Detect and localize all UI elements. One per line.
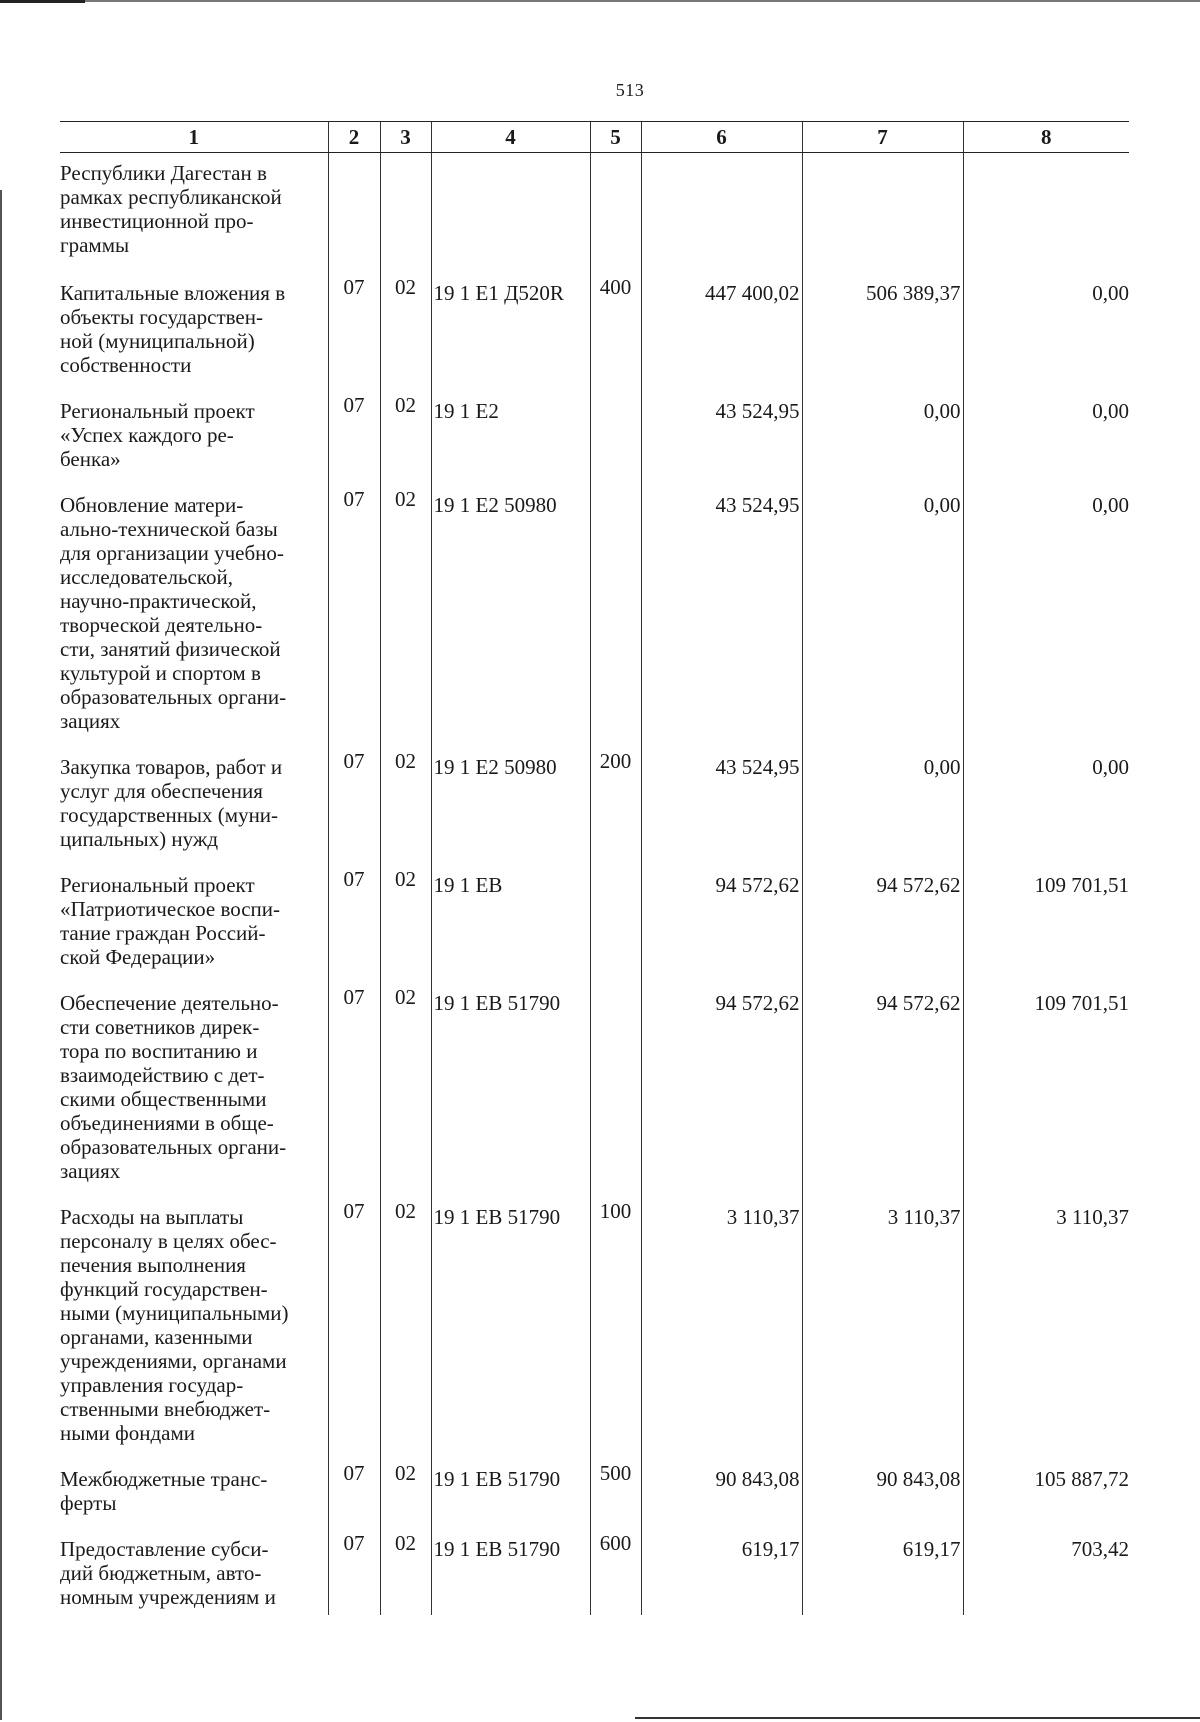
expense-type-code: 200 xyxy=(590,749,641,867)
column-header: 8 xyxy=(963,122,1129,153)
expense-type-code xyxy=(590,153,641,276)
amount-col-6 xyxy=(641,153,802,276)
row-name: Обновление матери- ально-технической базы для организации учебно- исследовательской, научно-практической, творческой деятельно- сти, занятий физической культурой и спортом в образовательных органи- зациях xyxy=(60,493,287,733)
row-name: Расходы на выплаты персоналу в целях обес- печения выполнения функций государствен- ными (муниципальными) органами, казенными учреждениями, органами управления государ- ственными внебюджет- ными фондами xyxy=(60,1205,289,1445)
column-header: 4 xyxy=(431,122,590,153)
target-item-code: 19 1 ЕВ 51790 xyxy=(431,1199,590,1461)
subsection-code: 02 xyxy=(380,985,431,1199)
amount-col-7: 0,00 xyxy=(802,749,963,867)
amount-col-6: 43 524,95 xyxy=(641,487,802,749)
column-header: 2 xyxy=(328,122,380,153)
table-row xyxy=(60,393,1129,487)
amount-col-7: 506 389,37 xyxy=(802,275,963,393)
amount-col-8 xyxy=(963,153,1129,276)
expense-type-code: 100 xyxy=(590,1199,641,1461)
expense-type-code: 500 xyxy=(590,1461,641,1531)
expense-type-code: 400 xyxy=(590,275,641,393)
column-header: 3 xyxy=(380,122,431,153)
amount-col-8: 109 701,51 xyxy=(963,985,1129,1199)
column-header: 5 xyxy=(590,122,641,153)
column-header: 7 xyxy=(802,122,963,153)
amount-col-8: 0,00 xyxy=(963,275,1129,393)
target-item-code: 19 1 ЕВ 51790 xyxy=(431,1531,590,1615)
section-code: 07 xyxy=(328,867,380,985)
table-row xyxy=(60,749,1129,867)
section-code: 07 xyxy=(328,1199,380,1461)
amount-col-6: 94 572,62 xyxy=(641,985,802,1199)
expense-type-code: 600 xyxy=(590,1531,641,1615)
section-code: 07 xyxy=(328,985,380,1199)
amount-col-7: 94 572,62 xyxy=(802,985,963,1199)
expense-type-code xyxy=(590,985,641,1199)
amount-col-6: 94 572,62 xyxy=(641,867,802,985)
section-code: 07 xyxy=(328,749,380,867)
amount-col-8: 109 701,51 xyxy=(963,867,1129,985)
amount-col-8: 0,00 xyxy=(963,749,1129,867)
subsection-code: 02 xyxy=(380,749,431,867)
scan-border-top-mark xyxy=(0,0,85,3)
section-code: 07 xyxy=(328,1531,380,1615)
amount-col-6: 90 843,08 xyxy=(641,1461,802,1531)
amount-col-8: 105 887,72 xyxy=(963,1461,1129,1531)
target-item-code xyxy=(431,153,590,276)
amount-col-7: 90 843,08 xyxy=(802,1461,963,1531)
target-item-code: 19 1 Е2 xyxy=(431,393,590,487)
section-code: 07 xyxy=(328,275,380,393)
amount-col-7: 0,00 xyxy=(802,487,963,749)
amount-col-8: 3 110,37 xyxy=(963,1199,1129,1461)
target-item-code: 19 1 ЕВ xyxy=(431,867,590,985)
row-name: Капитальные вложения в объекты государствен- ной (муниципальной) собственности xyxy=(60,281,286,377)
subsection-code: 02 xyxy=(380,867,431,985)
row-name: Предоставление субси- дий бюджетным, авто- номным учреждениям и xyxy=(60,1537,276,1609)
row-name: Региональный проект «Патриотическое воспи- тание граждан Россий- ской Федерации» xyxy=(60,873,281,969)
amount-col-6: 43 524,95 xyxy=(641,749,802,867)
row-name: Закупка товаров, работ и услуг для обеспечения государственных (муни- ципальных) нужд xyxy=(60,755,283,851)
section-code: 07 xyxy=(328,1461,380,1531)
subsection-code xyxy=(380,153,431,276)
amount-col-7 xyxy=(802,153,963,276)
subsection-code: 02 xyxy=(380,487,431,749)
table-row xyxy=(60,275,1129,393)
subsection-code: 02 xyxy=(380,1531,431,1615)
row-name: Обеспечение деятельно- сти советников дирек- тора по воспитанию и взаимодействию с дет- скими общественными объединениями в обще- образовательных органи- зациях xyxy=(60,991,287,1183)
table-row xyxy=(60,1199,1129,1461)
amount-col-7: 3 110,37 xyxy=(802,1199,963,1461)
amount-col-8: 0,00 xyxy=(963,487,1129,749)
subsection-code: 02 xyxy=(380,1461,431,1531)
table-row xyxy=(60,867,1129,985)
amount-col-6: 447 400,02 xyxy=(641,275,802,393)
column-header: 1 xyxy=(60,122,328,153)
amount-col-7: 94 572,62 xyxy=(802,867,963,985)
subsection-code: 02 xyxy=(380,275,431,393)
page-number: 513 xyxy=(615,80,645,100)
target-item-code: 19 1 Е2 50980 xyxy=(431,749,590,867)
row-name: Республики Дагестан в рамках республиканской инвестиционной про- граммы xyxy=(60,161,282,257)
expense-type-code xyxy=(590,867,641,985)
amount-col-8: 0,00 xyxy=(963,393,1129,487)
expense-type-code xyxy=(590,487,641,749)
budget-table xyxy=(60,121,1129,1615)
amount-col-8: 703,42 xyxy=(963,1531,1129,1615)
section-code: 07 xyxy=(328,393,380,487)
target-item-code: 19 1 ЕВ 51790 xyxy=(431,985,590,1199)
row-name: Региональный проект «Успех каждого ре- бенка» xyxy=(60,399,255,471)
table-row xyxy=(60,1461,1129,1531)
table-row xyxy=(60,1531,1129,1615)
scan-border-top xyxy=(0,0,1200,2)
amount-col-6: 43 524,95 xyxy=(641,393,802,487)
table-header-row xyxy=(60,122,1129,153)
target-item-code: 19 1 ЕВ 51790 xyxy=(431,1461,590,1531)
amount-col-7: 619,17 xyxy=(802,1531,963,1615)
scan-border-bottom xyxy=(635,1717,1200,1719)
section-code: 07 xyxy=(328,487,380,749)
expense-type-code xyxy=(590,393,641,487)
target-item-code: 19 1 Е2 50980 xyxy=(431,487,590,749)
subsection-code: 02 xyxy=(380,393,431,487)
amount-col-6: 3 110,37 xyxy=(641,1199,802,1461)
row-name: Межбюджетные транс- ферты xyxy=(60,1467,268,1515)
amount-col-7: 0,00 xyxy=(802,393,963,487)
amount-col-6: 619,17 xyxy=(641,1531,802,1615)
target-item-code: 19 1 Е1 Д520R xyxy=(431,275,590,393)
scan-border-left xyxy=(0,190,2,1720)
table-row xyxy=(60,487,1129,749)
table-row xyxy=(60,985,1129,1199)
section-code xyxy=(328,153,380,276)
subsection-code: 02 xyxy=(380,1199,431,1461)
table-row xyxy=(60,153,1129,276)
column-header: 6 xyxy=(641,122,802,153)
